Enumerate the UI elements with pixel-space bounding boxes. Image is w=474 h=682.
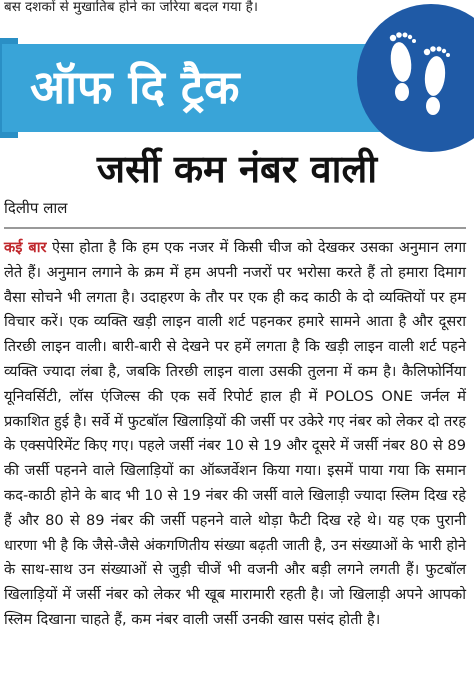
byline-divider [4,227,466,229]
article-byline: दिलीप लाल [4,199,68,217]
article-body-text: ऐसा होता है कि हम एक नजर में किसी चीज को देखकर उसका अनुमान लगा लेते हैं। अनुमान लगाने के क्रम में हम अपनी नजरों पर भरोसा करते हैं तो हमारा दिमाग वैसा सोचने भी लगता है। उदाहरण के तौर पर एक ही कद काठी के दो व्यक्तियों पर हम विचार करें। एक व्यक्ति खड़ी लाइन वाली शर्ट पहनकर हमारे सामने आता है और दूसरा तिरछी लाइन वाली। बारी-बारी से देखने पर हमें लगता है कि खड़ी लाइन वाली शर्ट पहने व्यक्ति ज्यादा लंबा है, जबकि तिरछी लाइन वाला उसकी तुलना में कम है। कैलिफोर्निया यूनिवर्सिटी, लॉस एंजिल्स की एक सर्वे रिपोर्ट हाल ही में POLOS ONE जर्नल में प्रकाशित हुई है। सर्वे में फुटबॉल खिलाड़ियों की जर्सी पर उकेरे गए नंबर को लेकर दो तरह के एक्सपेरिमेंट किए गए। पहले जर्सी नंबर 10 से 19 और दूसरे में जर्सी नंबर 80 से 89 की जर्सी पहनने वाले खिलाड़ियों का ऑब्जर्वेशन किया गया। इसमें पाया गया कि समान कद-काठी होने के बाद भी 10 से 19 नंबर की जर्सी वाले खिलाड़ी ज्यादा स्लिम दिख रहे हैं और 80 से 89 नंबर की जर्सी पहनने वाले थोड़ा फैटी दिख रहे थे। यह एक पुरानी धारणा भी है कि जैसे-जैसे अंकगणितीय संख्या बढ़ती जाती है, उन संख्याओं के भारी होने के साथ-साथ उन संख्याओं से जुड़ी चीजें भी वजनी और बड़ी लगने लगती हैं। फुटबॉल खिलाड़ियों में जर्सी नंबर को लेकर भी खूब मारामारी रहती है। जो खिलाड़ी अपने आपको स्लिम दिखाना चाहते हैं, कम नंबर वाली जर्सी उनकी खास पसंद होती है। [4,239,466,628]
article-headline: जर्सी कम नंबर वाली [96,147,378,191]
footprints-icon [357,4,474,152]
article-lead-words: कई बार [4,239,47,256]
previous-article-tail: बस दशकों से मुखातिब होने का जरिया बदल गया है। [4,0,258,15]
section-title: ऑफ दि ट्रैक [30,60,240,114]
article-body [4,236,466,633]
section-logo [357,4,474,152]
